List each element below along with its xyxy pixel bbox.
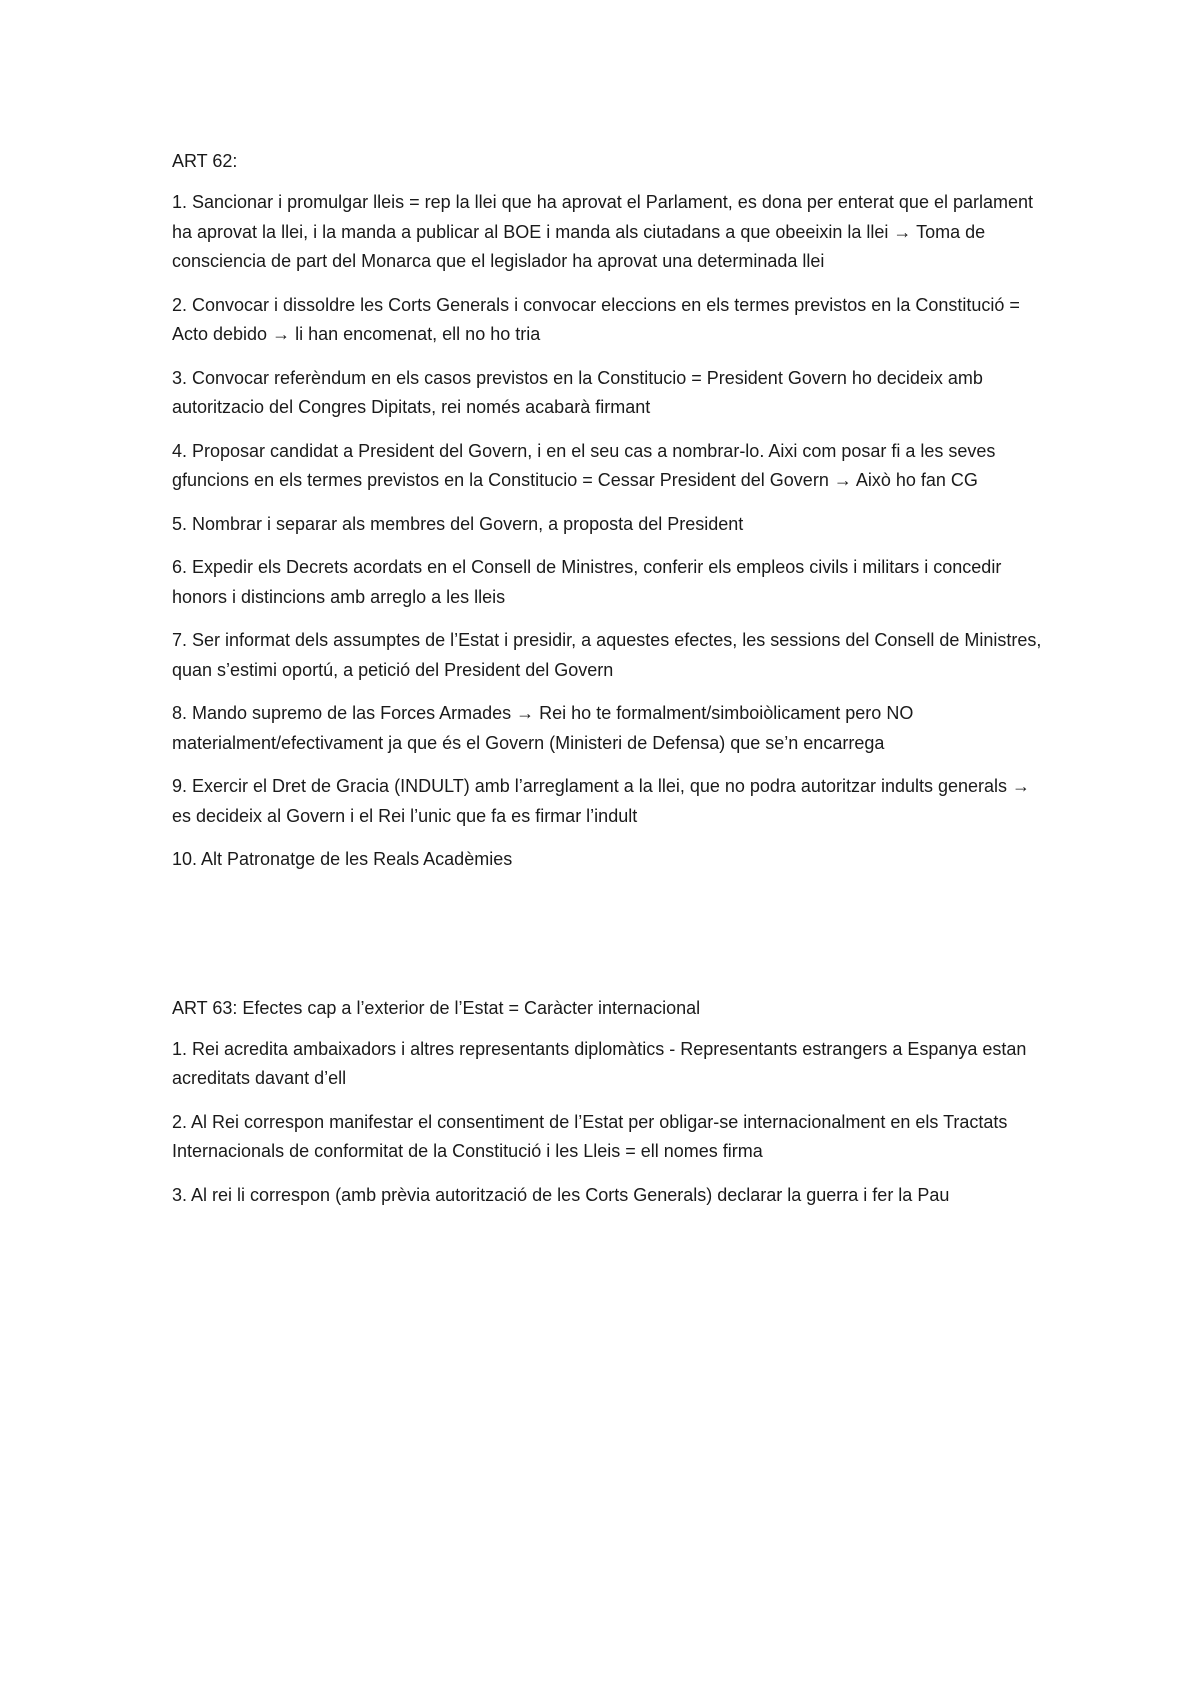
art62-heading: ART 62: bbox=[172, 151, 238, 171]
art62-item-5: 5. Nombrar i separar als membres del Govern, a proposta del President bbox=[172, 513, 744, 534]
art62-item-7: 7. Ser informat dels assumptes de l’Estat i presidir, a aquestes efectes, les sessions del Consell de Ministres, quan s’estimi oportú, a petició del President del Govern bbox=[172, 630, 1042, 680]
art63-item-1: 1. Rei acredita ambaixadors i altres representants diplomàtics - Representants estrangers a Espanya estan acreditats davant d’ell bbox=[172, 1038, 1027, 1088]
art62-item-2: 2. Convocar i dissoldre les Corts Generals i convocar eleccions en els termes previstos en la Constitució = Acto debido → li han encomenat, ell no ho tria bbox=[172, 294, 1020, 344]
art63-item-2: 2. Al Rei correspon manifestar el consentiment de l’Estat per obligar-se internacionalment en els Tractats Internacionals de conformitat de la Constitució i les Lleis = ell nomes firma bbox=[172, 1111, 1008, 1161]
art62-item-3: 3. Convocar referèndum en els casos previstos en la Constitucio = President Govern ho decideix amb autoritzacio del Congres Dipitats, rei només acabarà firmant bbox=[172, 367, 983, 417]
art62-item-4: 4. Proposar candidat a President del Govern, i en el seu cas a nombrar-lo. Aixi com posar fi a les seves gfuncions en els termes previstos en la Constitucio = Cessar President del Govern → Això ho fan CG bbox=[172, 440, 996, 490]
art62-item-6: 6. Expedir els Decrets acordats en el Consell de Ministres, conferir els empleos civils i militars i concedir honors i distincions amb arreglo a les lleis bbox=[172, 557, 1002, 607]
document-page bbox=[172, 146, 1052, 1224]
art62-item-8: 8. Mando supremo de las Forces Armades → Rei ho te formalment/simboiòlicament pero NO materialment/efectivament ja que és el Govern (Ministeri de Defensa) que se’n encarrega bbox=[172, 703, 914, 753]
art62-item-10: 10. Alt Patronatge de les Reals Acadèmies bbox=[172, 849, 513, 869]
art63-heading: ART 63: Efectes cap a l’exterior de l’Estat = Caràcter internacional bbox=[172, 997, 701, 1018]
section-spacer bbox=[172, 889, 1052, 993]
art62-item-1: 1. Sancionar i promulgar lleis = rep la llei que ha aprovat el Parlament, es dona per enterat que el parlament ha aprovat la llei, i la manda a publicar al BOE i manda als ciutadans a que obeeixin la llei → Toma de consciencia de part del Monarca que el legislador ha aprovat una determinada llei bbox=[172, 192, 1034, 271]
art63-item-3: 3. Al rei li correspon (amb prèvia autorització de les Corts Generals) declarar la guerra i fer la Pau bbox=[172, 1184, 950, 1205]
art62-item-9: 9. Exercir el Dret de Gracia (INDULT) amb l’arreglament a la llei, que no podra autoritzar indults generals → es decideix al Govern i el Rei l’unic que fa es firmar l’indult bbox=[172, 776, 1031, 826]
